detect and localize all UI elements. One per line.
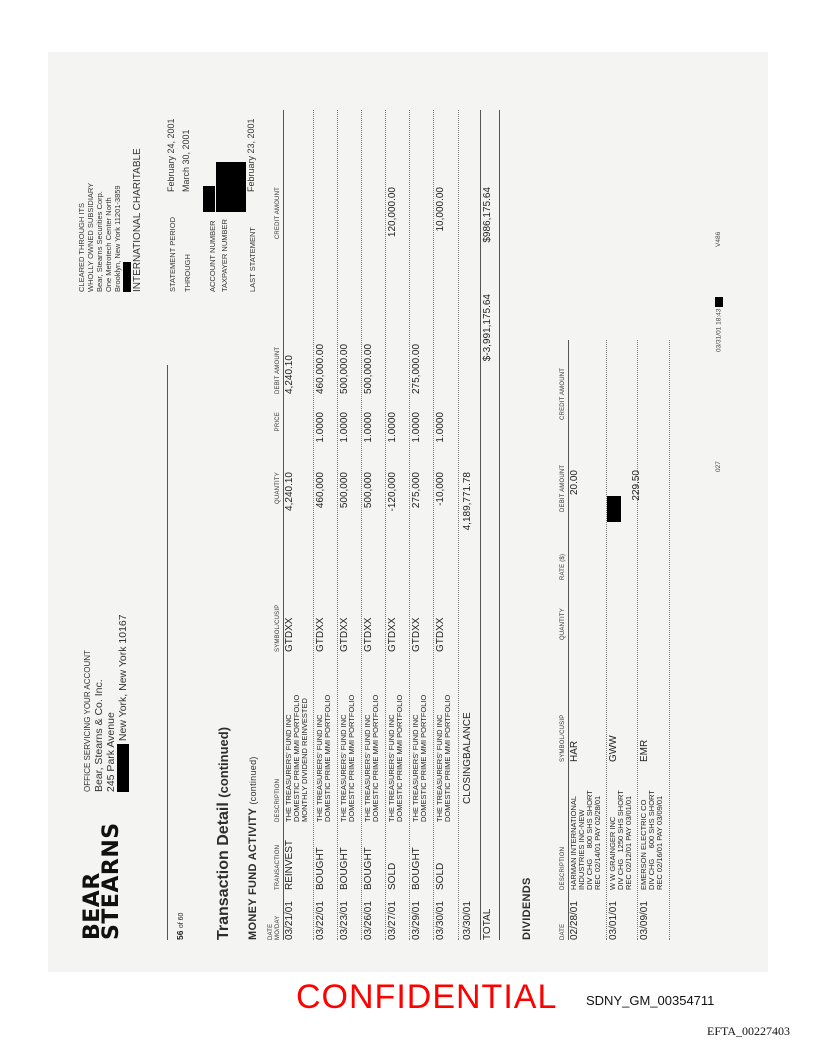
bear-stearns-logo (80, 822, 124, 940)
last-statement-value: February 23, 2001 (246, 118, 256, 192)
through-label: THROUGH (183, 254, 192, 292)
clearing-line-2: WHOLLY OWNED SUBSIDIARY (86, 182, 95, 292)
confidential-stamp: CONFIDENTIAL (296, 978, 558, 1016)
money-fund-heading: MONEY FUND ACTIVITY (continued) (247, 756, 259, 940)
office-city: New York, New York 10167 (117, 614, 129, 742)
clearing-line-3: Bear, Stearns Securities Corp. (95, 191, 104, 292)
scanned-statement-page (48, 52, 768, 972)
last-statement-label: LAST STATEMENT (248, 226, 257, 292)
redaction-bar (117, 744, 129, 792)
account-number-label: ACCOUNT NUMBER (208, 220, 217, 292)
taxpayer-number-label: TAXPAYER NUMBER (220, 219, 229, 292)
office-servicing-block (83, 614, 129, 792)
div-col-debit: DEBIT AMOUNT (560, 464, 566, 512)
logo-line-1: BEAR (80, 872, 105, 940)
div-col-rate: RATE ($) (560, 553, 566, 580)
col-quantity: QUANTITY (275, 472, 281, 504)
redaction-bar (123, 262, 131, 292)
office-street: 245 Park Avenue (105, 712, 117, 792)
table-row: 03/01/01 W W GRAINGER INC DIV CHG 1250 SHS SHORT REC 02/12/01 PAY 03/01/01 GWW (609, 332, 635, 952)
table-row: 03/21/01 REINVEST THE TREASURERS' FUND INC DOMESTIC PRIME MMI PORTFOLIO MONTHLY DIVIDEND REINVESTED GTDXX 4,240.10 4,240.10 (284, 355, 309, 940)
statement-period-value: February 24, 2001 (166, 118, 176, 192)
div-col-quantity: QUANTITY (560, 608, 566, 640)
row-separator (361, 110, 362, 940)
statement-period-row: STATEMENT PERIOD (168, 216, 177, 292)
table-row: 03/23/01 BOUGHT THE TREASURERS' FUND INC DOMESTIC PRIME MMI PORTFOLIO GTDXX 500,000 1.0000 500,000.00 (339, 343, 356, 940)
footer-code-1: 027 (715, 461, 722, 472)
office-label: OFFICE SERVICING YOUR ACCOUNT (83, 650, 92, 792)
office-city-line (117, 614, 129, 792)
total-row: TOTAL $-3,991,175.64 $986,175.64 (482, 187, 493, 940)
table-row: 03/27/01 SOLD THE TREASURERS' FUND INC DOMESTIC PRIME MMI PORTFOLIO GTDXX -120,000 1.0000 120,000.00 (387, 187, 404, 940)
page-number: 56 of 60 (175, 912, 185, 940)
clearing-block (77, 148, 144, 292)
row-separator (637, 340, 638, 940)
row-separator (669, 340, 670, 940)
total-rule (480, 110, 481, 940)
col-price: PRICE (275, 412, 281, 432)
table-row: 03/26/01 BOUGHT THE TREASURERS' FUND INC DOMESTIC PRIME MMI PORTFOLIO GTDXX 500,000 1.0000 500,000.00 (363, 343, 380, 940)
footer-timestamp: 03/31/01 18:43 (715, 297, 723, 352)
table-row: 03/22/01 BOUGHT THE TREASURERS' FUND INC DOMESTIC PRIME MMI PORTFOLIO GTDXX 460,000 1.0000 460,000.00 (315, 343, 332, 940)
row-separator (433, 110, 434, 940)
div-col-date: DATE (560, 923, 566, 940)
clearing-line-4: One Metrotech Center North (104, 197, 113, 292)
logo-line-2: STEARNS (99, 822, 124, 940)
row-separator (337, 110, 338, 940)
row-separator (409, 110, 410, 940)
page-title: Transaction Detail (continued) (215, 726, 232, 940)
col-symbol: SYMBOL/CUSIP (275, 604, 281, 652)
efta-number: EFTA_00227403 (707, 1024, 791, 1038)
footer-code-2: V486 (715, 231, 722, 247)
div-col-description: DESCRIPTION (560, 846, 566, 890)
col-credit: CREDIT AMOUNT (275, 187, 281, 240)
row-separator (606, 340, 607, 940)
redaction-bar (607, 496, 621, 522)
office-firm: Bear, Stearns & Co. Inc. (93, 679, 105, 792)
taxpayer-number-redaction (216, 162, 246, 212)
div-col-symbol: SYMBOL/CUSIP (560, 714, 566, 762)
total-bottom-rule (499, 110, 500, 940)
table-row: 02/28/01 HARMAN INTERNATIONAL INDUSTRIES INC-NEW DIV CHG 800 SHS SHORT REC 02/14/01 PAY 02/28/01 HAR 20.00 (569, 470, 602, 940)
dividends-heading: DIVIDENDS (521, 877, 533, 940)
page-title-sub: (continued) (216, 726, 231, 798)
col-debit: DEBIT AMOUNT (275, 346, 281, 394)
col-date: DATE MO/DAY (268, 915, 281, 940)
col-description: DESCRIPTION (275, 778, 281, 822)
bates-number: SDNY_GM_00354711 (586, 993, 715, 1008)
account-name: INTERNATIONAL CHARITABLE (132, 148, 144, 292)
rotated-statement-content (63, 72, 753, 952)
table-row: 03/29/01 BOUGHT THE TREASURERS' FUND INC DOMESTIC PRIME MMI PORTFOLIO GTDXX 275,000 1.0000 275,000.00 (411, 343, 428, 940)
closing-balance-row: 03/30/01 CLOSINGBALANCE 4,189,771.78 (462, 472, 473, 940)
col-transaction: TRANSACTION (275, 844, 281, 890)
table-row: 03/30/01 SOLD THE TREASURERS' FUND INC DOMESTIC PRIME MMI PORTFOLIO GTDXX -10,000 1.0000 10,000.00 (435, 187, 452, 940)
through-value: March 30, 2001 (181, 129, 191, 192)
table-row: 03/09/01 EMERSON ELECTRIC CO DIV CHG 600 SHS SHORT REC 02/16/01 PAY 03/09/01 EMR 229.50 (631, 470, 664, 940)
row-separator (385, 110, 386, 940)
clearing-line-5: Brooklyn, New York 11201-3859 (113, 185, 122, 292)
div-col-credit: CREDIT AMOUNT (560, 367, 566, 420)
row-separator (458, 110, 459, 940)
clearing-line-1: CLEARED THROUGH ITS (77, 202, 86, 292)
account-number-redaction (203, 186, 215, 212)
header-rule (167, 365, 168, 940)
row-separator (313, 110, 314, 940)
